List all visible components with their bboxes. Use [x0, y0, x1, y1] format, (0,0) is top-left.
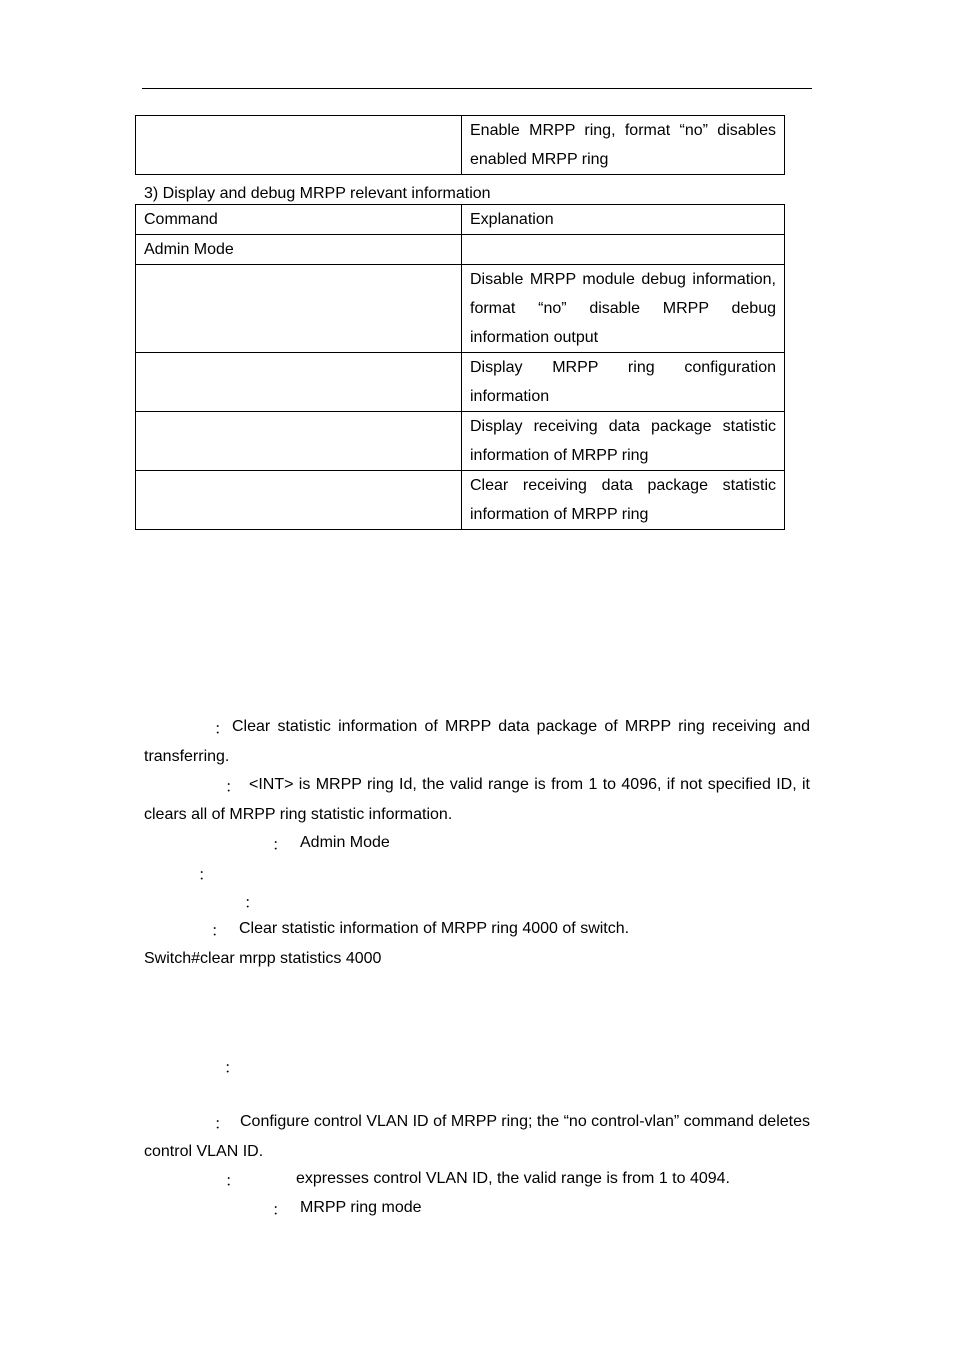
- table-row: [136, 265, 785, 353]
- example-command: Switch#clear mrpp statistics 4000: [144, 950, 382, 967]
- function-description: Clear statistic information of MRPP data package of MRPP ring receiving and transferring.: [144, 718, 810, 765]
- parameter-description: expresses control VLAN ID, the valid range is from 1 to 4094.: [296, 1170, 730, 1187]
- mode-cell: Admin Mode: [136, 235, 462, 265]
- parameter-colon: ：: [225, 1173, 242, 1190]
- usage-colon: ：: [198, 867, 215, 884]
- explanation-header: Explanation: [462, 205, 785, 235]
- enable-mrpp-table: [135, 115, 785, 175]
- header-rule: [142, 88, 812, 89]
- display-debug-table: [135, 204, 785, 530]
- command-colon: ：: [224, 1060, 241, 1077]
- explanation-cell: Clear receiving data package statistic information of MRPP ring: [462, 471, 785, 530]
- table-row: [136, 116, 785, 175]
- mode-colon: ：: [272, 837, 289, 854]
- example-colon: ：: [211, 923, 228, 940]
- function-colon: ：: [214, 721, 231, 738]
- function-description: Configure control VLAN ID of MRPP ring; the “no control-vlan” command deletes control VLAN ID.: [144, 1113, 810, 1160]
- table-row: [136, 471, 785, 530]
- explanation-cell: Enable MRPP ring, format “no” disables enabled MRPP ring: [462, 116, 785, 175]
- parameter-description: <INT> is MRPP ring Id, the valid range is from 1 to 4096, if not specified ID, it clears all of MRPP ring statistic information.: [144, 776, 810, 823]
- command-cell: [136, 116, 462, 175]
- section-caption: 3) Display and debug MRPP relevant information: [144, 185, 491, 202]
- command-mode: Admin Mode: [300, 834, 390, 851]
- command-cell: [136, 265, 462, 353]
- command-cell: [136, 353, 462, 412]
- function-colon: ：: [214, 1116, 231, 1133]
- table-row: [136, 353, 785, 412]
- parameter-colon: ：: [225, 779, 242, 796]
- command-header: Command: [136, 205, 462, 235]
- explanation-cell: Disable MRPP module debug information, format “no” disable MRPP debug information output: [462, 265, 785, 353]
- command-cell: [136, 471, 462, 530]
- command-cell: [136, 412, 462, 471]
- mode-colon: ：: [272, 1202, 289, 1219]
- explanation-cell: Display MRPP ring configuration information: [462, 353, 785, 412]
- explanation-cell: Display receiving data package statistic information of MRPP ring: [462, 412, 785, 471]
- mode-explanation-cell: [462, 235, 785, 265]
- usage-guide-colon: ：: [244, 895, 261, 912]
- table-header-row: [136, 205, 785, 235]
- table-mode-row: [136, 235, 785, 265]
- example-description: Clear statistic information of MRPP ring 4000 of switch.: [239, 920, 630, 937]
- table-row: [136, 412, 785, 471]
- command-mode: MRPP ring mode: [300, 1199, 422, 1216]
